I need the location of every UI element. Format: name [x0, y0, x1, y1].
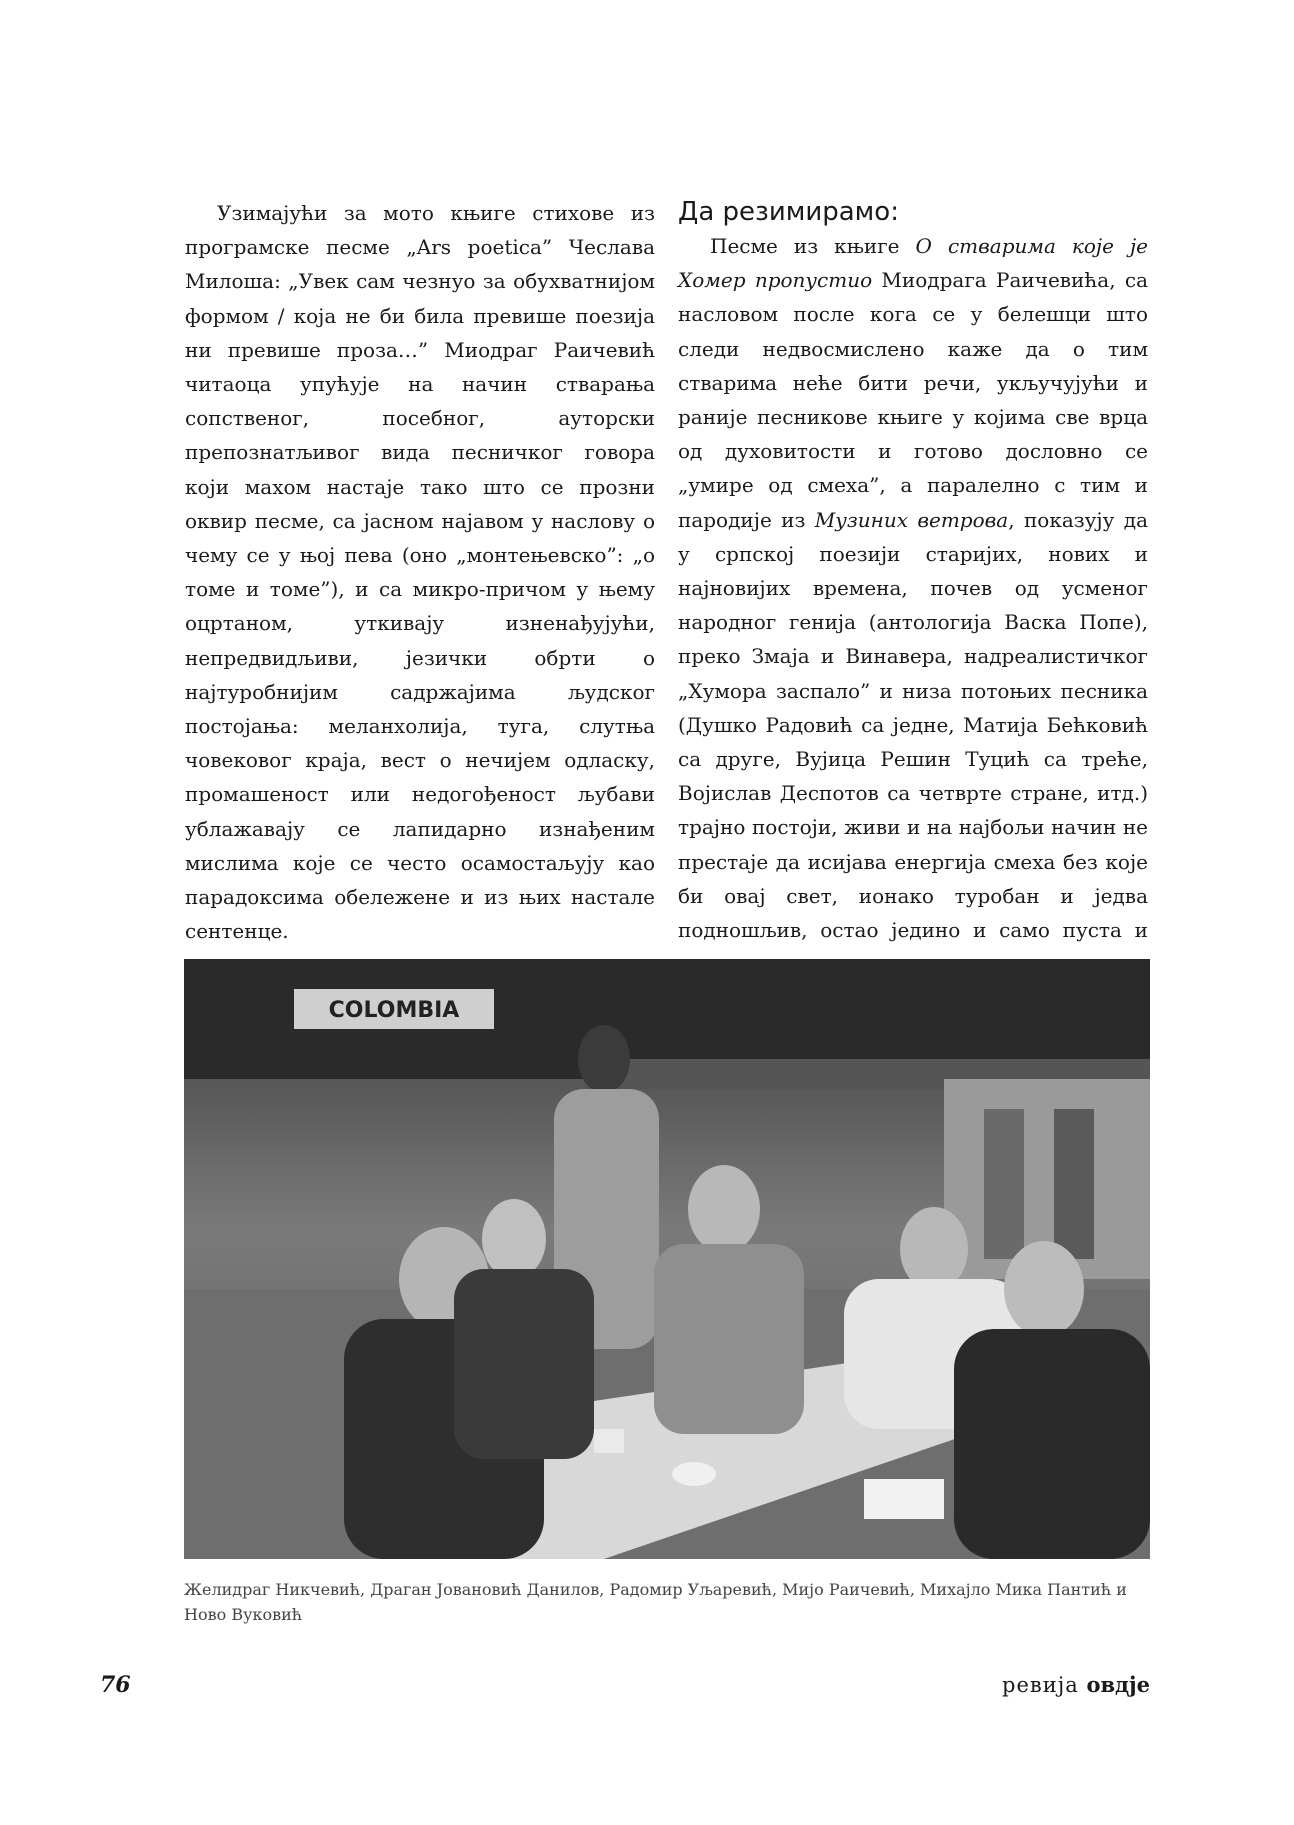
photo-image: [184, 959, 1150, 1559]
text-run: Песме из књиге: [710, 234, 916, 258]
journal-prefix: ревија: [1002, 1673, 1087, 1697]
right-paragraph: [678, 229, 1148, 981]
text-run: , показују да у српској поезији старијих, нових и најновијих времена, почев од усменог народног генија (антологија Васка Попе), преко Змаја и Винавера, надреалистичког „Хумора заспало” и низа потоњих песника (Душко Радовић са једне, Матија Бећковић са друге, Вујица Решин Туцић са треће, Војислав Деспотов са четврте стране, итд.) трајно постоји, живи и на најбољи начин не престаје да исијава енергија смеха без које би овај свет, ионако туробан и једва подношљив, остао једино и само пуста и: [678, 507, 1149, 943]
section-heading: Да резимирамо:: [678, 197, 899, 227]
right-column: [678, 193, 1148, 981]
journal-name: [1002, 1672, 1150, 1697]
left-paragraph: Узимајући за мото књиге стихове из програмске песме „Ars poetica” Чеслава Милоша: „Увек сам чезнуо за обухватнијом формом / која не би била превише поезија ни превише проза…” Миодраг Раичевић читаоца упућује на начин стварања сопственог, посебног, ауторски препознатљивог вида песничког говора који махом настаје тако што се прозни оквир песме, са јасном најавом у наслову о чему се у њој пева (оно „монтењевско”: „о томе и томе”), и са микро-причом у њему оцртаном, уткивају изненађујући, непредвидљиви, језички обрти о најтуробнијим садржајима људског постојања: меланхолија, туга, слутња човековог краја, вест о нечијем одласку, промашеност или недогођеност љубави ублажавају се лапидарно изнађеним мислима које се често осамостаљују као парадоксима обележене и из њих настале сентенце.: [185, 201, 655, 944]
group-photo: [184, 959, 1150, 1559]
sign-text: COLOMBIA: [328, 998, 460, 1023]
text-run: Миодрага Раичевића, са насловом после кога се у белешци што следи недвосмислено каже да о тим стварима неће бити речи, укључујући и раније песникове књиге у којима све врца од духовитости и готово дословно се „умире од смеха”, а паралелно с тим и пародије из: [678, 268, 1148, 532]
book-title: О стварима које је Хомер пропустио: [678, 234, 1148, 293]
photo-caption: Желидраг Никчевић, Драган Јовановић Данилов, Радомир Уљаревић, Мијо Раичевић, Михајло Мика Пантић и Ново Вуковић: [184, 1580, 1127, 1624]
book-title: Музиних ветрова: [814, 507, 1009, 532]
page-number: 76: [100, 1672, 131, 1698]
left-column: [185, 196, 655, 948]
journal-title: овдје: [1086, 1672, 1150, 1697]
